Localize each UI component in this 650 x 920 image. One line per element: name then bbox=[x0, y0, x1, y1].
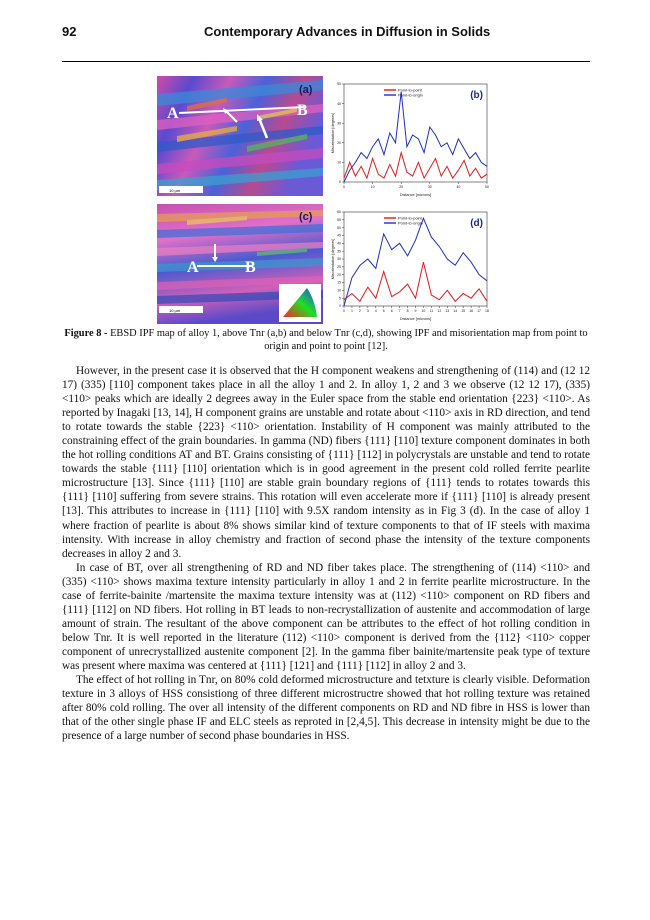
misorientation-chart-b bbox=[330, 76, 493, 200]
y-tick-label: 20 bbox=[337, 141, 341, 145]
x-tick-label: 15 bbox=[461, 309, 466, 313]
paragraph: However, in the present case it is observed that the H component weakens and strengthening of (114) and (12 12 17) (335) [110] component takes place in all the alloy 1 and 2. In alloy 1, 2 and 3 we observe (12 12 17), (335) <110> peaks which are ideally 2 degrees away in the Euler space from the stable end orientation {223} <110>. As reported by Inagaki [13, 14], H component grains are unstable and rotate about <110> axis in RD direction, and tend to rotate towards the stable {223} <110> orientation. Instability of H component was mainly attributed to the constraining effect of the grain boundaries. In gamma (ND) fibers {111} [110] texture component dominates in both the hot rolling conditions AT and BT. Grains consisting of {111} [112] in polycrystals are unstable and tend to rotate towards the stable {111} [110] orientation which is in good agreement in the present cold rolled ferrite pearlite microstructure [13]. Since {111} [110] are stable grain boundary regions of {111} tends to rotates towards this {111} [110] suffering from severe strains. This rotation will even accelerate more if {111} [110] is already present [13]. This attributes to increase in {111} [110] with 9.5X random intensity as in Fig 3 (d). In the case of alloy 1 where fraction of pearlite is about 8% shows similar kind of texture components to that of IF steels with maxima intensity. With increase in alloy chemistry and fraction of second phase the intensity of the texture components decreases in alloy 2 and 3. bbox=[62, 365, 590, 560]
y-tick-label: 10 bbox=[337, 160, 341, 165]
y-tick-label: 0 bbox=[339, 180, 341, 185]
figure-8 bbox=[157, 76, 493, 324]
x-tick-label: 0 bbox=[343, 185, 345, 189]
x-tick-label: 1 bbox=[350, 309, 353, 313]
x-tick-label: 7 bbox=[398, 309, 401, 313]
x-tick-label: 50 bbox=[485, 185, 489, 189]
y-tick-label: 30 bbox=[337, 257, 341, 262]
x-tick-label: 40 bbox=[456, 185, 461, 189]
page-number: 92 bbox=[62, 24, 77, 39]
y-tick-label: 60 bbox=[337, 210, 341, 215]
paragraph: In case of BT, over all strengthening of RD and ND fiber takes place. The strengthening of (114) <110> and (335) <110> shows maxima texture intensity particularly in alloy 1 and 2 in ferrite pearlite microstructure. In the case of ferrite-bainite /martensite the maxima texture intensity was at (112) <110> component on RD fibers and {111} [112] on ND fibers. Hot rolling in BT leads to non-recrystallization of austenite and accommodation of large amount of strain. The resultant of the above component can be attributes to the effect of hot rolling condition in below Tnr. It is well reported in the literature (112) <110> component is derived from the {112} <110> copper component of unrecrystallized austenite component [2]. In the gamma fiber bainite/martensite peak type of texture was present where maxima was centered at {111} [121] and {111} [112] in alloy 2 and 3. bbox=[62, 561, 590, 672]
y-tick-label: 55 bbox=[337, 218, 341, 223]
panel-label: (b) bbox=[470, 90, 483, 101]
x-tick-label: 0 bbox=[343, 309, 345, 313]
caption-label: Figure 8 - bbox=[64, 328, 108, 339]
x-tick-label: 17 bbox=[477, 309, 482, 313]
caption-text: EBSD IPF map of alloy 1, above Tnr (a,b) and below Tnr (c,d), showing IPF and misorientation map from point to origin and point to point [12]. bbox=[107, 328, 588, 352]
x-tick-label: 8 bbox=[406, 309, 409, 313]
x-tick-label: 14 bbox=[453, 309, 458, 313]
y-tick-label: 30 bbox=[337, 121, 341, 126]
marker-a: A bbox=[167, 105, 179, 122]
figure-caption bbox=[62, 327, 590, 353]
x-tick-label: 20 bbox=[399, 185, 404, 189]
y-axis-label: Misorientation [degrees] bbox=[331, 238, 335, 280]
x-tick-label: 6 bbox=[390, 309, 393, 313]
legend-label: Point-to-origin bbox=[398, 220, 423, 226]
x-tick-label: 3 bbox=[366, 309, 369, 313]
scale-bar-c bbox=[159, 306, 203, 313]
panel-label-c: (c) bbox=[299, 211, 313, 223]
y-tick-label: 50 bbox=[337, 225, 341, 230]
running-header bbox=[62, 24, 590, 42]
y-tick-label: 20 bbox=[337, 272, 341, 277]
scale-bar-a-text: 10 µm bbox=[169, 188, 181, 193]
x-tick-label: 5 bbox=[382, 309, 385, 313]
x-tick-label: 2 bbox=[358, 309, 361, 313]
y-tick-label: 35 bbox=[337, 249, 341, 254]
x-axis-label: Distance [microns] bbox=[399, 317, 432, 321]
panel-label-a: (a) bbox=[299, 84, 313, 96]
marker-b: B bbox=[297, 102, 308, 119]
y-tick-label: 40 bbox=[337, 241, 341, 246]
legend-label: Point-to-origin bbox=[398, 92, 423, 98]
y-tick-label: 50 bbox=[337, 82, 341, 87]
ebsd-map-a bbox=[157, 76, 323, 196]
ipf-color-key bbox=[279, 284, 321, 322]
y-tick-label: 40 bbox=[337, 101, 341, 106]
x-tick-label: 12 bbox=[437, 309, 442, 313]
misorientation-chart-d bbox=[330, 204, 493, 324]
x-tick-label: 10 bbox=[421, 309, 426, 313]
x-tick-label: 11 bbox=[429, 309, 434, 313]
marker-b: B bbox=[245, 259, 256, 276]
plot-area bbox=[344, 84, 487, 182]
legend-label: Point-to-point bbox=[398, 87, 422, 93]
x-tick-label: 30 bbox=[427, 185, 432, 189]
panel-label: (d) bbox=[470, 218, 483, 229]
scale-bar-c-text: 10 µm bbox=[169, 308, 181, 313]
y-axis-label: Misorientation [degrees] bbox=[331, 112, 335, 154]
y-tick-label: 5 bbox=[339, 296, 341, 301]
x-tick-label: 4 bbox=[374, 309, 377, 313]
x-tick-label: 16 bbox=[469, 309, 474, 313]
scale-bar-a bbox=[159, 186, 203, 193]
y-tick-label: 10 bbox=[337, 288, 341, 293]
x-tick-label: 9 bbox=[414, 309, 417, 313]
x-tick-label: 10 bbox=[370, 185, 375, 189]
body-text bbox=[62, 364, 590, 743]
x-tick-label: 13 bbox=[445, 309, 450, 313]
paragraph: The effect of hot rolling in Tnr, on 80% cold deformed microstructure and tetxture is clearly visible. Deformation texture in 3 alloys of HSS consistiong of three different microstructre showed that hot rolling texture was retained after 80% cold rolling. The over all intensity of the different components on RD and ND fibre in HSS is lower than that of the other single phase IF and ELC steels as reproted in [2,4,5]. This decrease in intensity might be due to the presence of a large number of second phase boundaries in HSS. bbox=[62, 674, 590, 743]
ebsd-map-c bbox=[157, 204, 323, 324]
x-axis-label: Distance [microns] bbox=[399, 193, 432, 197]
x-tick-label: 18 bbox=[485, 309, 489, 313]
marker-a: A bbox=[187, 259, 199, 276]
header-rule bbox=[62, 61, 590, 62]
y-tick-label: 25 bbox=[337, 265, 341, 270]
legend-label: Point-to-point bbox=[398, 215, 422, 221]
y-tick-label: 15 bbox=[337, 280, 341, 285]
y-tick-label: 0 bbox=[339, 304, 341, 309]
running-title: Contemporary Advances in Diffusion in Solids bbox=[204, 24, 491, 39]
y-tick-label: 45 bbox=[337, 233, 341, 238]
